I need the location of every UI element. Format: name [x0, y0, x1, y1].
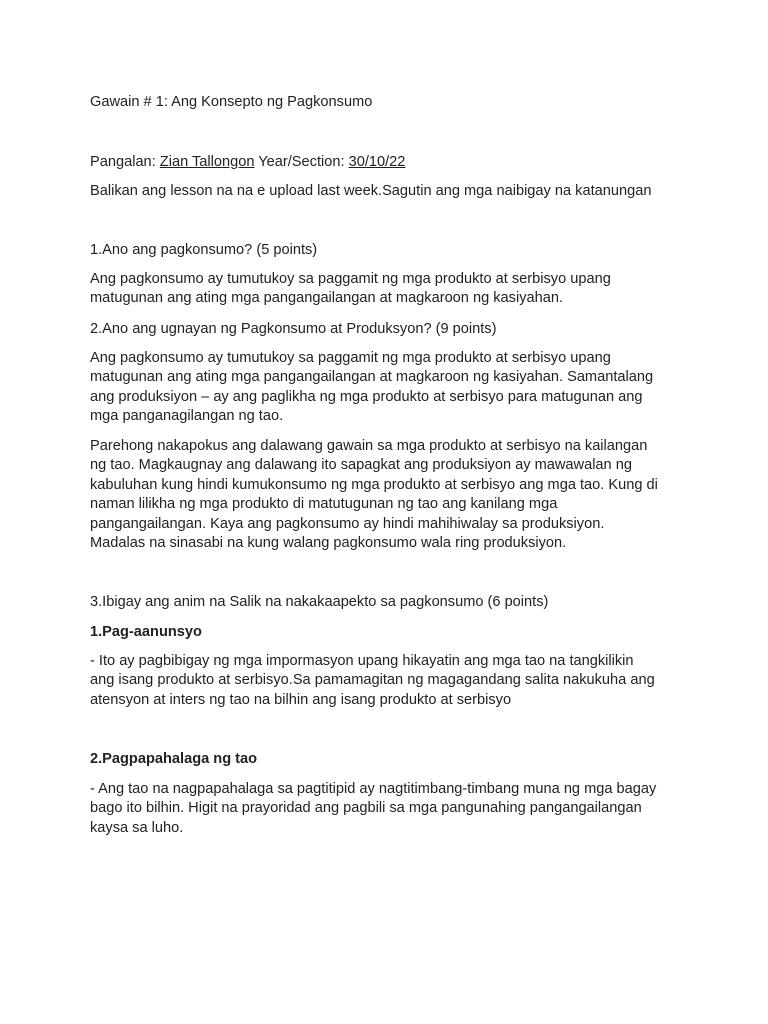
- document-title: Gawain # 1: Ang Konsepto ng Pagkonsumo: [90, 94, 373, 110]
- factor-text-2: - Ang tao na nagpapahalaga sa pagtitipid ay nagtitimbang-timbang muna ng mga bagay bago ito bilhin. Higit na prayoridad ang pagbili sa mga pangunahing pangangailangan kaysa sa luho.: [90, 781, 657, 836]
- factor-text-1: - Ito ay pagbibigay ng mga impormasyon upang hikayatin ang mga tao na tangkilikin ang isang produkto at serbisyo.Sa pamamagitan ng magagandang salita nakukuha ang atensyon at inters ng tao na bilhin ang isang produkto at serbisyo: [90, 653, 655, 708]
- answer-1: Ang pagkonsumo ay tumutukoy sa paggamit ng mga produkto at serbisyo upang matugunan ang ating mga pangangailangan at magkaroon ng kasiyahan.: [90, 271, 611, 307]
- student-name: Zian Tallongon: [159, 154, 255, 170]
- student-section: 30/10/22: [348, 154, 406, 170]
- answer-2-paragraph-1: Ang pagkonsumo ay tumutukoy sa paggamit ng mga produkto at serbisyo upang matugunan ang ating mga pangangailangan at magkaroon ng kasiyahan. Samantalang ang produksiyon – ay ang paglikha ng mga produkto at serbisyo para matugunan ang mga panganagilangan ng tao.: [90, 350, 654, 425]
- question-2: 2.Ano ang ugnayan ng Pagkonsumo at Produksyon? (9 points): [90, 321, 497, 337]
- instruction-text: Balikan ang lesson na na e upload last week.Sagutin ang mga naibigay na katanungan: [90, 183, 652, 199]
- factor-heading-1: 1.Pag-aanunsyo: [90, 624, 202, 640]
- answer-2-paragraph-2: Parehong nakapokus ang dalawang gawain sa mga produkto at serbisyo na kailangan ng tao. Magkaugnay ang dalawang ito sapagkat ang produksiyon ay mawawalan ng kabuluhan kung hindi kumukonsumo ng mga produkto at serbisyo ang mga tao. Kung di naman lilikha ng mga produkto di matutugunan ng tao ang kanilang mga pangangailangan. Kaya ang pagkonsumo ay hindi mahihiwalay sa produksiyon. Madalas na sinasabi na kung walang pagkonsumo wala ring produksiyon.: [90, 438, 658, 552]
- factor-heading-2: 2.Pagpapahalaga ng tao: [90, 751, 258, 767]
- question-3: 3.Ibigay ang anim na Salik na nakakaapekto sa pagkonsumo (6 points): [90, 594, 549, 610]
- question-1: 1.Ano ang pagkonsumo? (5 points): [90, 242, 318, 258]
- section-label: Year/Section:: [254, 154, 349, 170]
- student-info: [90, 153, 690, 172]
- name-label: Pangalan:: [90, 154, 160, 170]
